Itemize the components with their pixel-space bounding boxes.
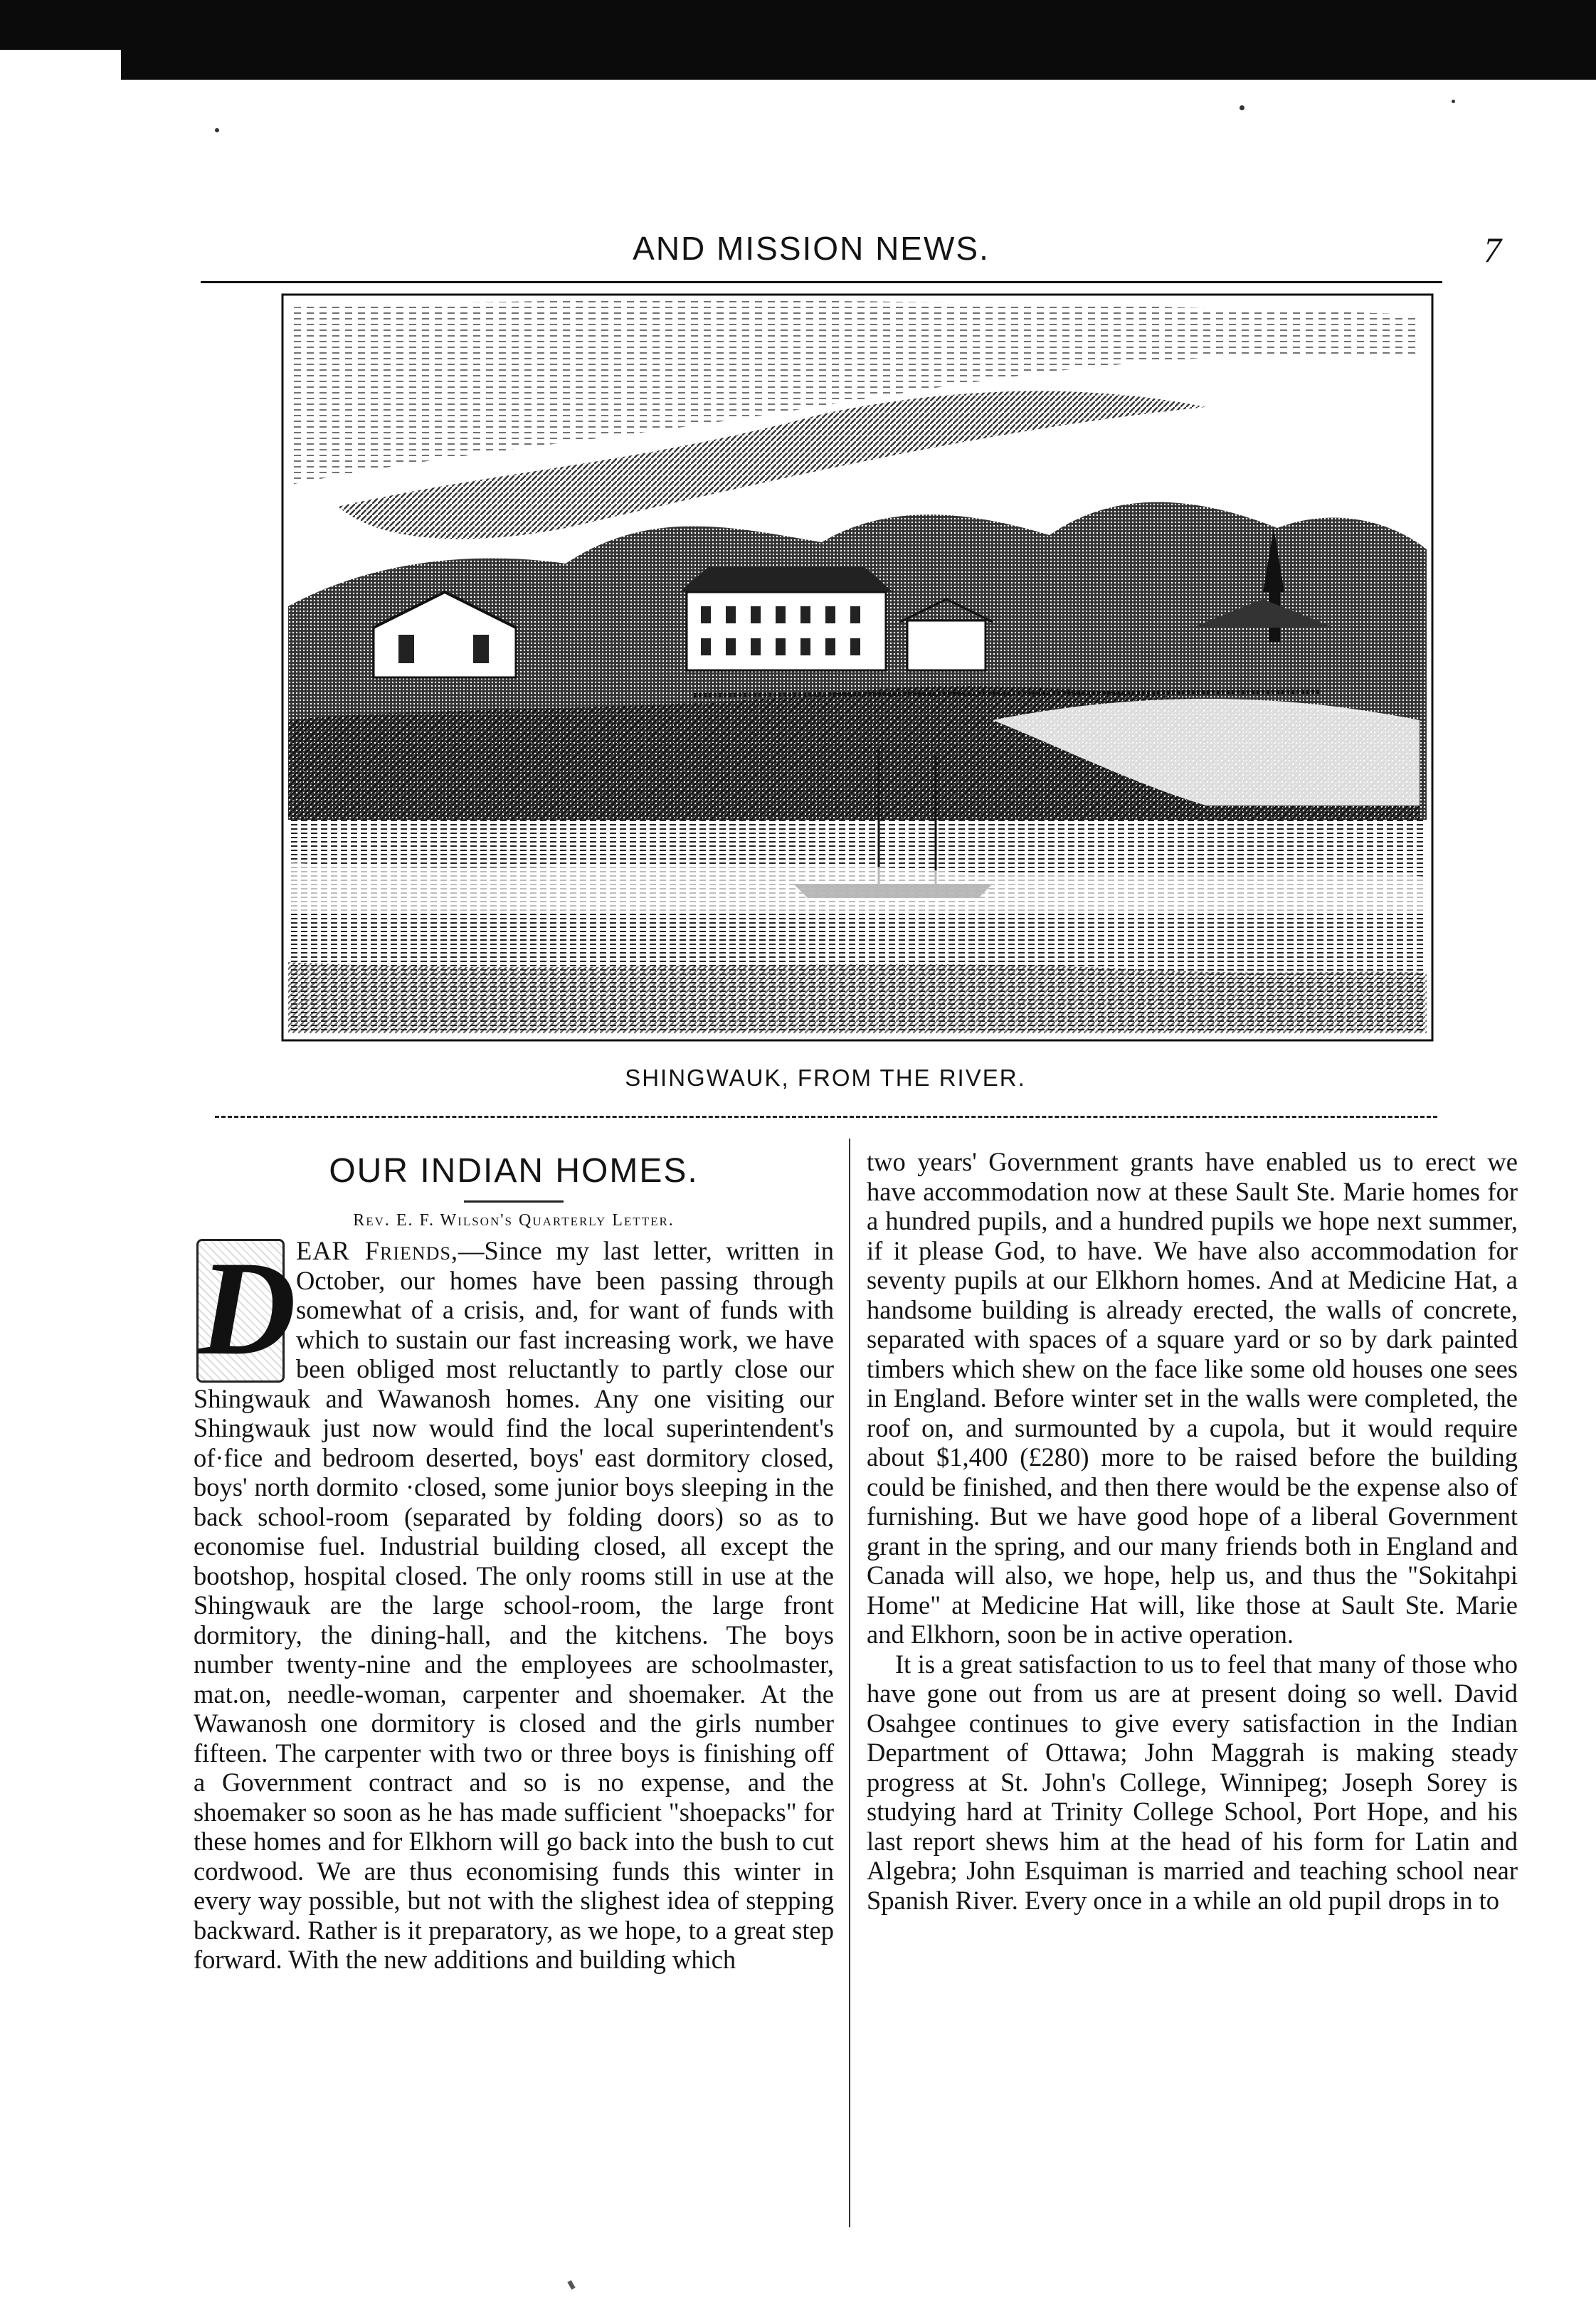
figure-caption: SHINGWAUK, FROM THE RIVER. xyxy=(625,1065,1026,1091)
header-rule xyxy=(201,281,1442,283)
ornamental-dropcap: D xyxy=(196,1239,285,1383)
scan-speck xyxy=(1240,105,1244,110)
article-opening-paragraph xyxy=(194,1236,834,1975)
salutation: EAR Friends, xyxy=(296,1236,459,1265)
page-number: 7 xyxy=(1484,230,1501,270)
title-rule xyxy=(464,1200,564,1203)
scan-edge-band xyxy=(0,0,1596,80)
right-column-paragraph-2: It is a great satisfaction to us to feel that many of those who have gone out from us are at present doing so well. David Osahgee continues to give every satisfaction in the Indian Department of Ottawa; John Maggrah is making steady progress at St. John's College, Winnipeg; Joseph Sorey is studying hard at Trinity College School, Port Hope, and his last report shews him at the head of his form for Latin and Algebra; John Esquiman is married and teaching school near Spanish River. Every once in a while an old pupil drops in to xyxy=(867,1649,1518,1915)
running-header: AND MISSION NEWS. xyxy=(633,230,990,267)
right-column-paragraph-1: two years' Government grants have enabled us to erect we have accommodation now at these Sault Ste. Marie homes for a hundred pupils, and a hundred pupils we hope next summer, if it please God, to have. We have also accommodation for seventy pupils at our Elkhorn homes. And at Medicine Hat, a handsome building is already erected, the walls of concrete, separated with spaces of a square yard or so by dark painted timbers which shew on the face like some old houses one sees in England. Before winter set in the walls were completed, the roof on, and surmounted by a cupola, but it would require about $1,400 (£280) more to be raised before the building could be finished, and then there would be the expense also of furnishing. But we have good hope of a liberal Government grant in the spring, and our many friends both in England and Canada will also, we hope, help us, and thus the "Sokitahpi Home" at Medicine Hat will, like those at Sault Ste. Marie and Elkhorn, soon be in active operation. xyxy=(867,1147,1518,1649)
scan-speck xyxy=(1452,100,1455,103)
scan-edge-notch xyxy=(0,50,121,80)
left-column-body: —Since my last letter, written in October, our homes have been passing through somewhat of a crisis, and, for want of funds with which to sustain our fast increasing work, we have been obliged most reluctantly to partly close our Shingwauk and Wawanosh homes. Any one visiting our Shingwauk just now would find the local superintendent's of·fice and bedroom deserted, boys' east dormitory closed, boys' north dormito ·closed, some junior boys sleeping in the back school-room (separated by folding doors) so as to economise fuel. Industrial building closed, all except the bootshop, hospital closed. The only rooms still in use at the Shingwauk are the large school-room, the large front dormitory, the dining-hall, and the kitchens. The boys number twenty-nine and the employees are schoolmaster, mat.on, needle-woman, carpenter and shoemaker. At the Wawanosh one dormitory is closed and the girls number fifteen. The carpenter with two or three boys is finishing off a Government contract and so is no expense, and the shoemaker so soon as he has made sufficient "shoepacks" for these homes and for Elkhorn will go back into the bush to cut cordwood. We are thus economising funds this winter in every way possible, but not with the slighest idea of stepping backward. Rather is it preparatory, as we hope, to a great step forward. With the new additions and building which xyxy=(194,1236,834,1974)
scan-mark xyxy=(567,2280,575,2289)
right-column xyxy=(867,1147,1518,1915)
article-byline: Rev. E. F. Wilson's Quarterly Letter. xyxy=(353,1211,675,1230)
column-divider xyxy=(849,1139,850,2227)
section-rule xyxy=(215,1116,1437,1118)
left-column xyxy=(194,1147,834,1975)
article-title: OUR INDIAN HOMES. xyxy=(329,1152,699,1190)
shingwauk-river-engraving xyxy=(281,293,1434,1042)
scan-speck xyxy=(215,128,219,132)
